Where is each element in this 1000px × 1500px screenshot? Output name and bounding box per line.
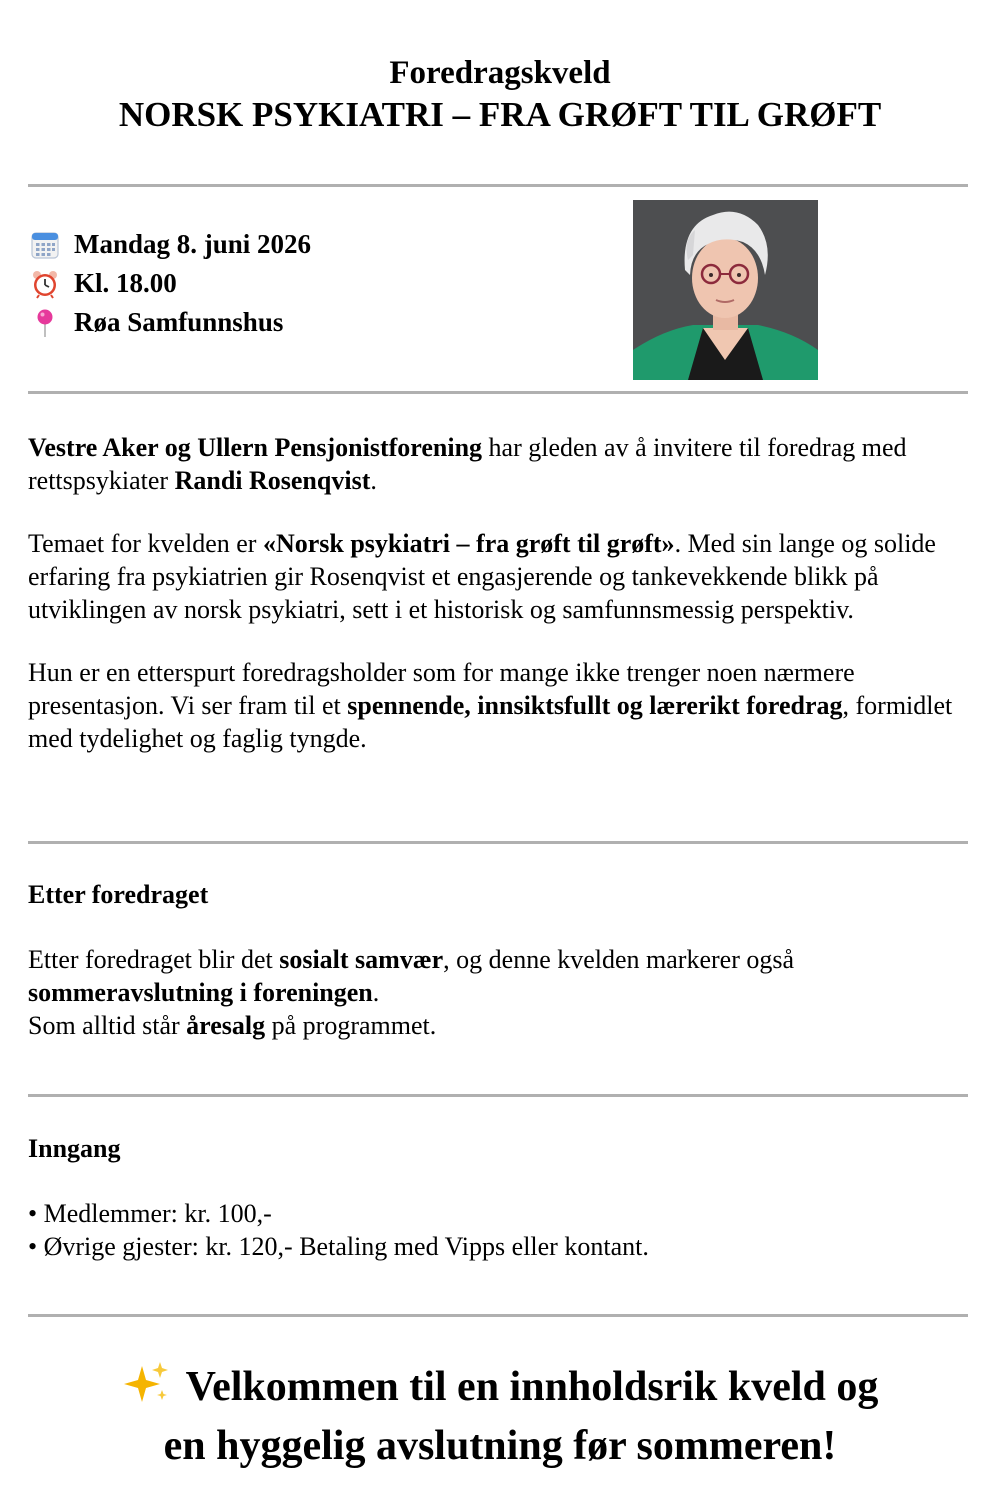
event-date: Mandag 8. juni 2026 <box>74 229 312 259</box>
intro-text: har gleden av å invitere til foredrag med rettspsykiater <box>28 433 907 495</box>
event-time-row <box>30 264 311 303</box>
after-line-2 <box>28 976 973 1009</box>
speaker-portrait <box>633 200 818 380</box>
after-text: på programmet. <box>265 1011 437 1040</box>
price-item: • Øvrige gjester: kr. 120,- Betaling med Vipps eller kontant. <box>28 1232 649 1261</box>
pushpin-icon <box>30 306 64 340</box>
divider <box>28 184 968 187</box>
entry-heading: Inngang <box>28 1134 121 1163</box>
event-date-row <box>30 225 311 264</box>
intro-text: , formidlet med tydelighet og faglig tyngde. <box>28 691 953 753</box>
title-line-2: NORSK PSYKIATRI – FRA GRØFT TIL GRØFT <box>118 95 882 134</box>
entry-price-list <box>28 1197 973 1263</box>
after-line-3 <box>28 1009 973 1042</box>
divider <box>28 1094 968 1097</box>
lecture-theme: «Norsk psykiatri – fra grøft til grøft» <box>262 529 675 558</box>
event-location-row <box>30 303 311 342</box>
calendar-icon <box>30 228 64 262</box>
intro-paragraph-3 <box>28 656 973 755</box>
after-text: Etter foredraget blir det <box>28 945 280 974</box>
page-title <box>0 52 1000 136</box>
title-line-1: Foredragskveld <box>389 55 611 91</box>
intro-text: . Med sin lange og solide erfaring fra psykiatrien gir Rosenqvist et engasjerende og tankevekkende blikk på utviklingen av norsk psykiatri, sett i et historisk og samfunnsmessig perspektiv. <box>28 529 936 624</box>
closing-message <box>0 1360 1000 1474</box>
emphasis-text: sommeravslutning i foreningen <box>28 978 373 1007</box>
divider <box>28 1314 968 1317</box>
intro-paragraph-2 <box>28 527 973 626</box>
intro-text: Temaet for kvelden er <box>28 529 263 558</box>
alarm-clock-icon <box>30 267 64 301</box>
event-time: Kl. 18.00 <box>74 268 177 298</box>
intro-paragraph-1 <box>28 431 973 497</box>
event-location: Røa Samfunnshus <box>74 307 284 337</box>
emphasis-text: sosialt samvær <box>279 945 444 974</box>
intro-section <box>28 431 973 755</box>
after-line-1 <box>28 943 973 976</box>
event-details <box>30 225 311 342</box>
sparkles-icon <box>122 1360 170 1419</box>
organization-name: Vestre Aker og Ullern Pensjonistforening <box>28 433 483 462</box>
speaker-name: Randi Rosenqvist <box>174 466 371 495</box>
emphasis-text: spennende, innsiktsfullt og lærerikt foredrag <box>347 691 843 720</box>
after-section <box>28 943 973 1042</box>
after-text: . <box>372 978 380 1007</box>
price-item: • Medlemmer: kr. 100,- <box>28 1199 272 1228</box>
after-text: Som alltid står <box>28 1011 187 1040</box>
intro-text: . <box>370 466 377 495</box>
divider <box>28 841 968 844</box>
closing-text: Velkommen til en innholdsrik kveld og <box>185 1364 879 1410</box>
after-heading: Etter foredraget <box>28 880 209 909</box>
closing-line-1 <box>0 1360 1000 1419</box>
intro-text: Hun er en etterspurt foredragsholder som for mange ikke trenger noen nærmere presentasjon. Vi ser fram til et <box>28 658 855 720</box>
after-text: , og denne kvelden markerer også <box>443 945 795 974</box>
closing-line-2: en hyggelig avslutning før sommeren! <box>163 1423 837 1469</box>
divider <box>28 391 968 394</box>
emphasis-text: åresalg <box>186 1011 266 1040</box>
